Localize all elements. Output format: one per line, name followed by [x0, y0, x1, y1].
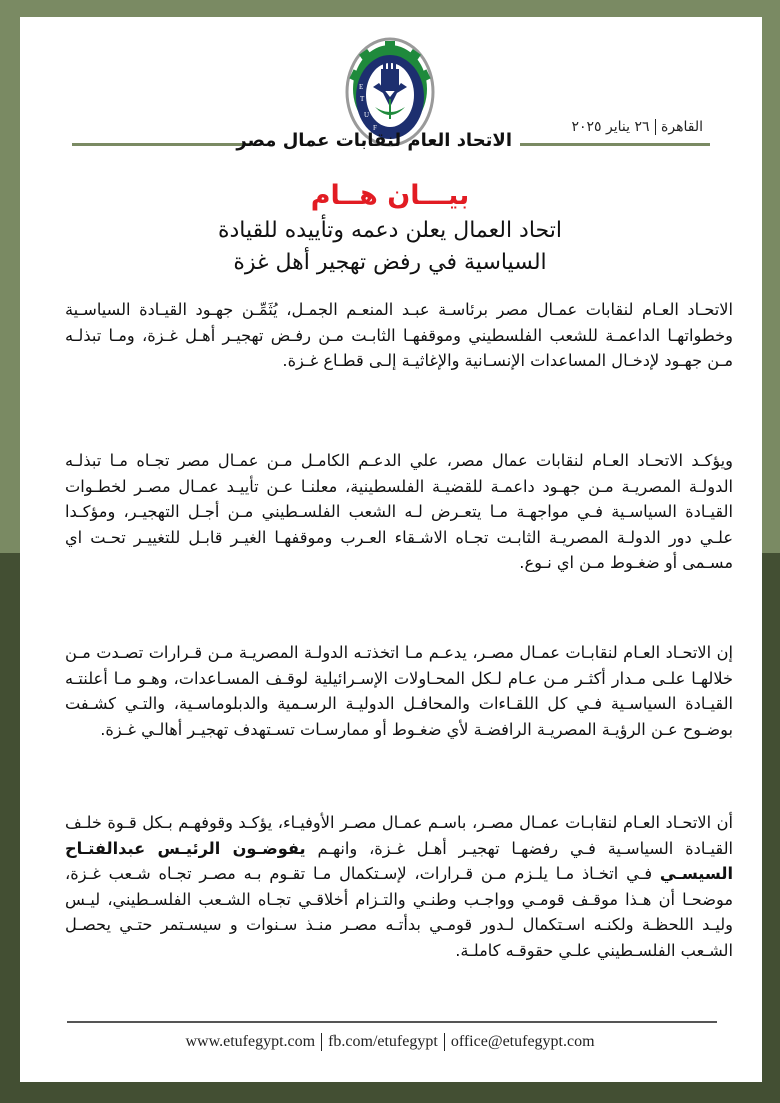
paragraph-4-bold: يفوضـون الرئيـس عبدالفتـاح السيسـي: [65, 838, 733, 883]
footer-separator: [444, 1033, 445, 1051]
paragraph-4-before: أن الاتحـاد العـام لنقابـات عمـال مصـر، باسـم عمـال مصـر الأوفيـاء، يؤكـد وقوفهـم بـكل قـوة خلـف القيـادة السياسـية فـي رفضهـا تهجيـر أهـل غـزة، وانهـم: [65, 813, 733, 858]
svg-text:E: E: [359, 83, 364, 91]
paragraph-4: [65, 810, 733, 963]
place-date: [572, 119, 704, 135]
header-rule-right: [520, 143, 710, 146]
paragraph-2: ويؤكـد الاتحـاد العـام لنقابات عمال مصر، علي الدعـم الكامـل مـن عمـال مصر تجـاه مـا تبذلـه الدولـة المصريـة مـن جهـود داعمـة للقضيـة الفلسطينية، معلنـا عـن تأييـد عمـال مصـر لخطـوات القيـادة السياسـية فـي مواجهـة مـا يتعـرض لـه الشعب الفلسـطيني مـن أجـل التهجيـر، ومؤكـدا علـي دور الدولـة المصريـة الثابـت تجـاه الاشـقاء العـرب وموقفهـا الغيـر قابـل للتغييـر تحـت اي مسـمى أو ضغـوط مـن اي نـوع.: [65, 451, 733, 572]
footer-rule: [67, 1021, 717, 1023]
paragraph-1: الاتحـاد العـام لنقابات عمـال مصر برئاسـة عبـد المنعـم الجمـل، يُثَمِّـن جهـود القيـادة السياسـية وخطواتهـا الداعمـة للشعب الفلسطيني وموقفهـا الثابـت مـن رفـض تهجيـر أهـل غـزة، ومـا تبذلـه مـن جهـود لإدخـال المساعدات الإنسـانية والإغاثيـة إلـى قطـاع غـزة.: [65, 300, 733, 370]
footer-separator: [321, 1033, 322, 1051]
header-rule-left: [72, 143, 252, 146]
statement-title: بيـــان هــام: [310, 180, 470, 211]
separator-bar: [655, 119, 657, 135]
svg-text:F: F: [373, 124, 377, 132]
email-link[interactable]: office@etufegypt.com: [450, 1033, 595, 1050]
city-label: القاهرة: [661, 119, 703, 135]
svg-text:T: T: [360, 95, 365, 103]
paragraph-3: إن الاتحـاد العـام لنقابـات عمـال مصـر، يدعـم مـا اتخذتـه الدولـة المصريـة مـن قـرارات تصـدت مـن خلالهـا علـى مـدار أكثـر مـن عـام لـكل المحـاولات الإسـرائيلية لوقـف المسـاعدات، وهـو مـا أعلنتـه القيـادة السياسـية فـي كل اللقـاءات والمحافـل الدوليـة الرسـمية والدبلوماسـية، والتـي كشـفت بوضـوح عـن الرؤيـة المصريـة الرافضـة لأي ضغـوط أو ممارسـات تسـتهدف تهجيـر أهالـي غـزة.: [65, 643, 733, 739]
statement-subtitle-line-2: السياسية في رفض تهجير أهل غزة: [233, 250, 547, 275]
paragraph-4-after: فـي اتخـاذ مـا يلـزم مـن قـرارات، لإسـتكمال مـا تقـوم بـه مصـر تجـاه شـعب غـزة، موضحـا أن هـذا موقـف قومـي وواجـب وطنـي والتـزام أخلاقـي تجـاه الشـعب الفلسـطيني، ليـس وليـد اللحظـة ولكنـه اسـتكمال لـدور قومـي بدأتـه مصـر منـذ سـنوات و سيسـتمر حتـي يحصـل الشـعب الفلسـطيني علـي حقوقـه كاملـة.: [65, 864, 733, 960]
org-name: الاتحاد العام لنقابات عمال مصر: [236, 130, 512, 151]
statement-subtitle-line-1: اتحاد العمال يعلن دعمه وتأييده للقيادة: [217, 218, 562, 243]
date-label: ٢٦ يناير ٢٠٢٥: [571, 119, 650, 135]
facebook-link[interactable]: fb.com/etufegypt: [328, 1033, 438, 1050]
svg-text:U: U: [364, 111, 370, 119]
website-link[interactable]: www.etufegypt.com: [185, 1033, 316, 1050]
footer-contacts: [0, 1033, 780, 1051]
